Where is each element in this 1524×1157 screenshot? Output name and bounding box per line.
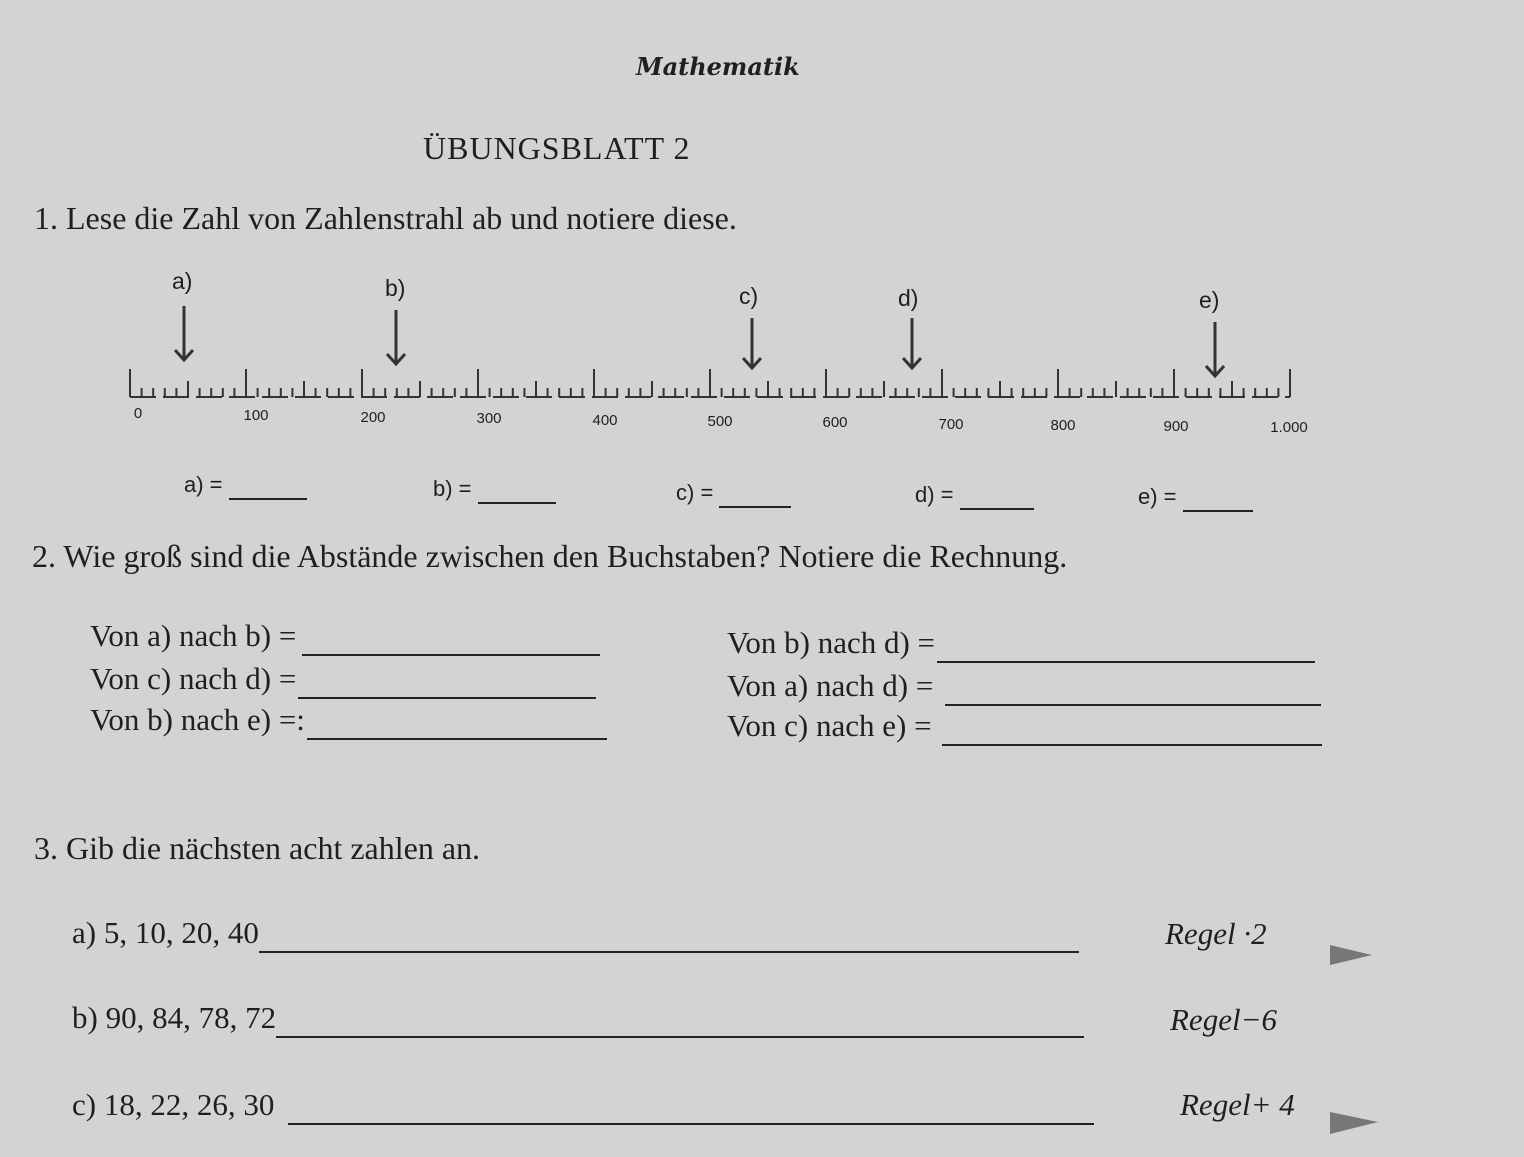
arrow-label-d: d) [898, 285, 919, 311]
sequence-text: b) 90, 84, 78, 72 [72, 1000, 277, 1035]
distance-label: Von c) nach d) = [90, 661, 297, 696]
distance-label: Von b) nach e) =: [90, 702, 305, 737]
rule-b: Regel−6 [1170, 1002, 1277, 1037]
tick-label: 300 [476, 410, 502, 427]
tick-label: 200 [360, 409, 386, 426]
subject-heading: Mathematik [636, 52, 800, 81]
distance-label: Von a) nach d) = [727, 668, 934, 703]
tick-label: 0 [133, 405, 143, 422]
tick-label: 600 [822, 414, 848, 431]
tick-label: 900 [1163, 418, 1189, 435]
triangle-marker-icon [1330, 1112, 1378, 1134]
triangle-marker-icon [1330, 945, 1372, 965]
task3-question: 3. Gib die nächsten acht zahlen an. [34, 830, 481, 866]
answer-a-label: a) = [184, 472, 223, 497]
arrow-label-a: a) [172, 268, 193, 294]
arrow-label-b: b) [385, 275, 406, 301]
task2-question: 2. Wie groß sind die Abstände zwischen den Buchstaben? Notiere die Rechnung. [32, 538, 1068, 574]
tick-label: 800 [1050, 417, 1076, 434]
rule-c: Regel+ 4 [1180, 1087, 1295, 1122]
arrow-label-c: c) [739, 283, 759, 309]
tick-label: 100 [243, 407, 269, 424]
tick-label: 1.000 [1270, 419, 1308, 436]
answer-d-label: d) = [915, 482, 954, 507]
sequence-text: c) 18, 22, 26, 30 [72, 1087, 275, 1122]
tick-label: 500 [707, 413, 733, 430]
sequence-text: a) 5, 10, 20, 40 [72, 915, 259, 950]
arrow-label-e: e) [1199, 287, 1220, 313]
answer-b-label: b) = [433, 476, 472, 501]
rule-a: Regel ·2 [1165, 916, 1267, 951]
answer-c-label: c) = [676, 480, 714, 505]
task1-question: 1. Lese die Zahl von Zahlenstrahl ab und notiere diese. [34, 200, 737, 236]
tick-label: 700 [938, 416, 964, 433]
answer-e-label: e) = [1138, 484, 1177, 509]
distance-label: Von a) nach b) = [90, 618, 297, 653]
tick-label: 400 [592, 412, 618, 429]
sheet-title: ÜBUNGSBLATT 2 [423, 130, 691, 166]
distance-label: Von c) nach e) = [727, 708, 932, 743]
distance-label: Von b) nach d) = [727, 625, 936, 660]
